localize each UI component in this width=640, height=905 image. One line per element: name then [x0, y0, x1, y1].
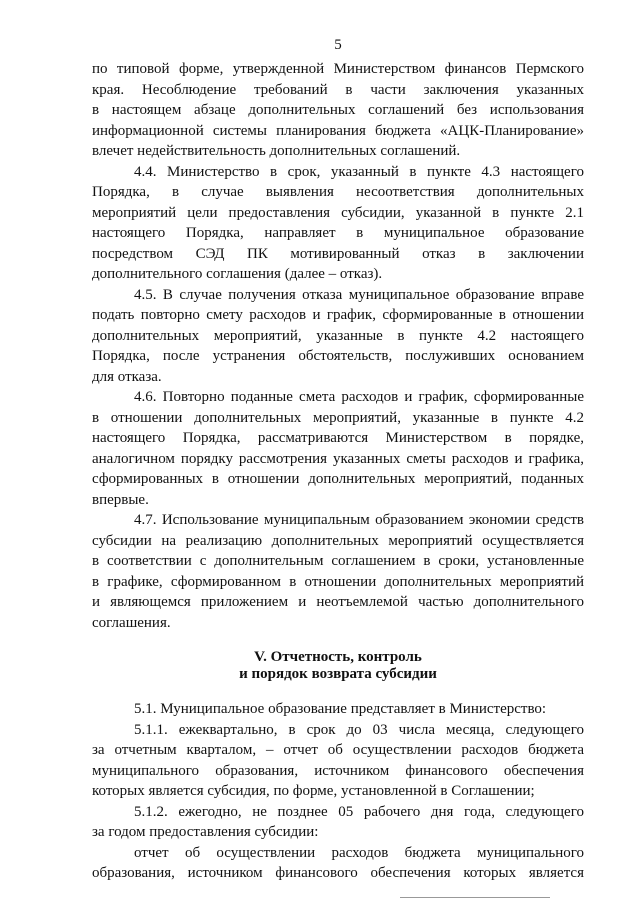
page-number: 5 — [334, 37, 342, 53]
text-line: отчет об осуществлении расходов бюджета муниципального — [134, 844, 584, 861]
section-heading-line-1: V. Отчетность, контроль — [254, 649, 422, 665]
text-line: 5.1. Муниципальное образование представляет в Министерство: — [134, 701, 547, 717]
text-line: соглашения. — [92, 614, 171, 631]
text-line: влечет недействительность дополнительных соглашений. — [92, 143, 461, 159]
text-line: муниципального образования, источником финансового обеспечения — [92, 762, 584, 779]
text-line: информационной системы планирования бюджета «АЦК-Планирование» — [92, 122, 584, 139]
text-line: за отчетным кварталом, – отчет об осуществлении расходов бюджета — [92, 742, 584, 758]
text-line: настоящего Порядка, направляет в муниципальное образование — [92, 225, 584, 241]
text-line: образования, источником финансового обеспечения которых является — [92, 865, 584, 881]
section-heading-line-2: и порядок возврата субсидии — [239, 666, 437, 682]
text-line: мероприятий цели предоставления субсидии, указанной в пункте 2.1 — [92, 204, 584, 221]
text-line: в соответствии с дополнительным соглашением в сроки, установленные — [92, 553, 584, 569]
text-line: аналогичном порядку рассмотрения указанных сметы расходов и графика, — [92, 450, 584, 467]
text-line: и являющемся приложением и неотъемлемой частью дополнительного — [92, 594, 584, 610]
scan-mark — [400, 897, 550, 898]
text-line: 5.1.1. ежеквартально, в срок до 03 числа месяца, следующего — [134, 721, 584, 738]
text-line: края. Несоблюдение требований в части заключения указанных — [92, 81, 584, 98]
text-line: в настоящем абзаце дополнительных соглашений без использования — [92, 102, 584, 118]
text-line: дополнительных мероприятий, указанные в пункте 4.2 настоящего — [92, 327, 584, 344]
text-line: по типовой форме, утвержденной Министерством финансов Пермского — [92, 61, 584, 77]
document-page — [92, 36, 584, 884]
text-line: подать повторно смету расходов и график, сформированные в отношении — [92, 307, 584, 323]
text-line: за годом предоставления субсидии: — [92, 824, 319, 840]
text-line: сформированных в отношении дополнительных мероприятий, поданных — [92, 471, 584, 487]
text-line: посредством СЭД ПК мотивированный отказ в заключении — [92, 245, 584, 262]
text-line: настоящего Порядка, рассматриваются Министерством в порядке, — [92, 430, 584, 446]
body-text-top — [92, 59, 584, 633]
text-line: 4.5. В случае получения отказа муниципальное образование вправе — [134, 286, 584, 303]
text-line: 5.1.2. ежегодно, не позднее 05 рабочего дня года, следующего — [134, 803, 584, 820]
text-line: 4.7. Использование муниципальным образованием экономии средств — [134, 512, 584, 528]
text-line: которых является субсидия, по форме, установленной в Соглашении; — [92, 783, 535, 799]
text-line: Порядка, после устранения обстоятельств, послуживших основанием — [92, 348, 584, 364]
text-line: 4.4. Министерство в срок, указанный в пункте 4.3 настоящего — [134, 163, 584, 180]
text-line: в отношении дополнительных мероприятий, указанные в пункте 4.2 — [92, 409, 584, 426]
text-line: дополнительного соглашения (далее – отказ). — [92, 266, 383, 282]
text-line: субсидии на реализацию дополнительных мероприятий осуществляется — [92, 532, 584, 549]
text-line: в графике, сформированном в отношении дополнительных мероприятий — [92, 573, 584, 590]
text-line: Порядка, в случае выявления несоответствия дополнительных — [92, 184, 584, 200]
text-line: для отказа. — [92, 368, 162, 385]
text-line: 4.6. Повторно поданные смета расходов и график, сформированные — [134, 389, 584, 405]
text-line: впервые. — [92, 491, 149, 508]
body-text-bottom — [92, 699, 584, 884]
section-heading — [92, 649, 584, 683]
